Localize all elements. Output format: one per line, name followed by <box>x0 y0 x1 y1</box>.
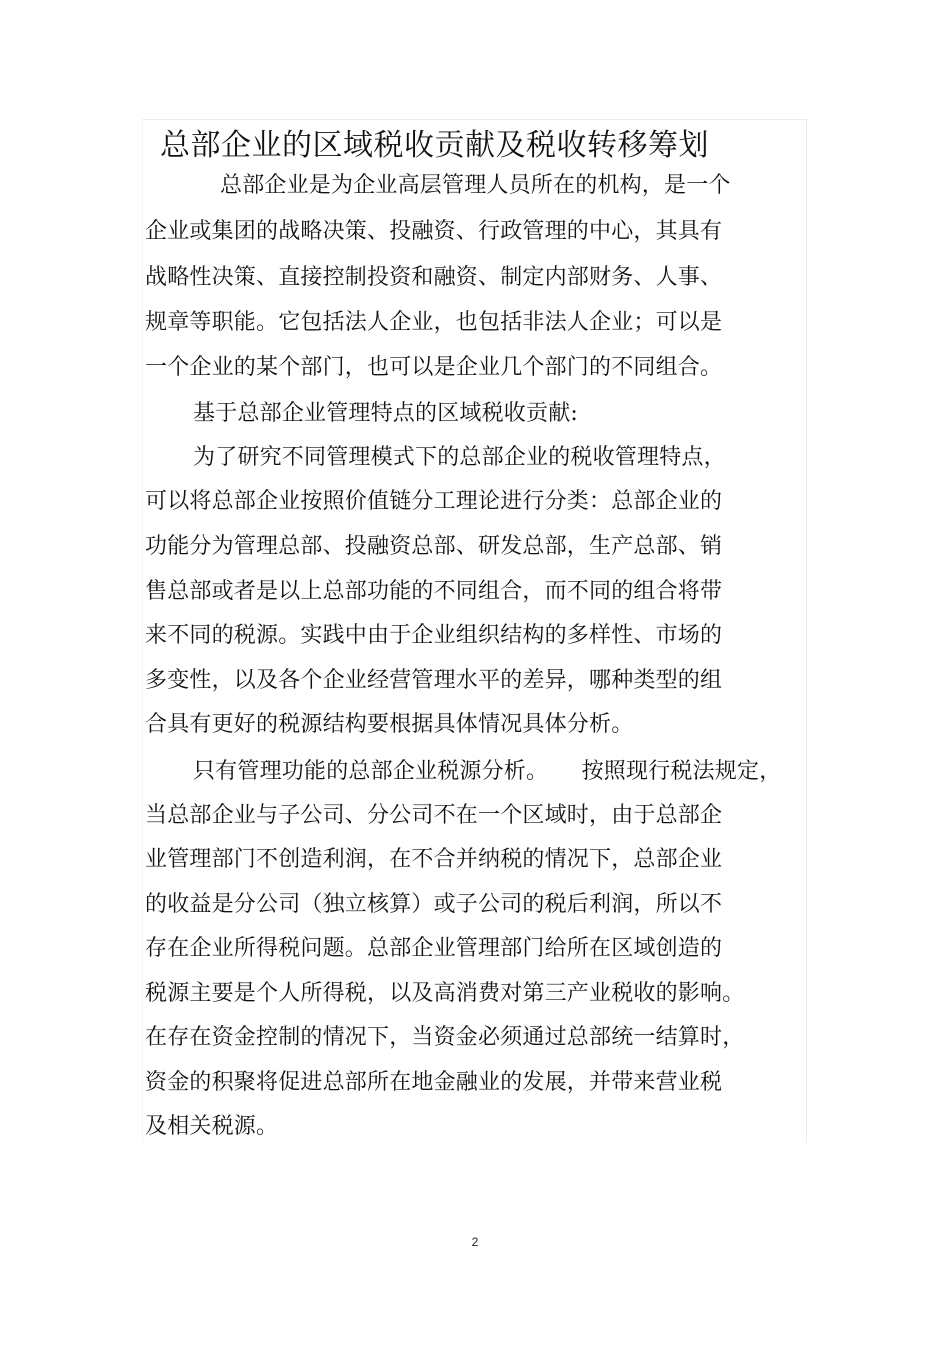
paragraph-line: 企业或集团的战略决策、投融资、行政管理的中心，其具有 <box>145 219 723 244</box>
paragraph-line: 的收益是分公司（独立核算）或子公司的税后利润，所以不 <box>145 892 723 917</box>
paragraph-line: 资金的积聚将促进总部所在地金融业的发展，并带来营业税 <box>145 1070 723 1095</box>
paragraph-line: 合具有更好的税源结构要根据具体情况具体分析。 <box>145 712 634 737</box>
paragraph-line: 当总部企业与子公司、分公司不在一个区域时，由于总部企 <box>145 803 723 828</box>
paragraph-line: 业管理部门不创造利润，在不合并纳税的情况下，总部企业 <box>145 847 723 872</box>
paragraph-line: 在存在资金控制的情况下，当资金必须通过总部统一结算时， <box>145 1025 745 1050</box>
frame-right-border <box>806 119 807 1143</box>
paragraph-line: 基于总部企业管理特点的区域税收贡献: <box>193 401 579 426</box>
paragraph-line: 为了研究不同管理模式下的总部企业的税收管理特点， <box>193 445 726 470</box>
paragraph-line: 及相关税源。 <box>145 1114 279 1139</box>
paragraph-line: 战略性决策、直接控制投资和融资、制定内部财务、人事、 <box>145 265 723 290</box>
paragraph-line: 总部企业是为企业高层管理人员所在的机构，是一个 <box>220 173 731 198</box>
page-number: 2 <box>471 1235 479 1249</box>
paragraph-line: 功能分为管理总部、投融资总部、研发总部，生产总部、销 <box>145 534 723 559</box>
frame-left-border <box>142 119 143 1143</box>
paragraph-line: 多变性，以及各个企业经营管理水平的差异，哪种类型的组 <box>145 668 723 693</box>
paragraph-line: 来不同的税源。实践中由于企业组织结构的多样性、市场的 <box>145 623 723 648</box>
paragraph-line: 税源主要是个人所得税，以及高消费对第三产业税收的影响。 <box>145 981 745 1006</box>
paragraph-line: 售总部或者是以上总部功能的不同组合，而不同的组合将带 <box>145 579 723 604</box>
paragraph-line: 存在企业所得税问题。总部企业管理部门给所在区域创造的 <box>145 936 723 961</box>
paragraph-line: 只有管理功能的总部企业税源分析。 按照现行税法规定， <box>193 759 782 784</box>
paragraph-line: 一个企业的某个部门，也可以是企业几个部门的不同组合。 <box>145 355 723 380</box>
paragraph-line: 可以将总部企业按照价值链分工理论进行分类：总部企业的 <box>145 489 723 514</box>
document-title: 总部企业的区域税收贡献及税收转移筹划 <box>160 128 709 163</box>
frame-top-border <box>142 119 807 120</box>
paragraph-line: 规章等职能。它包括法人企业，也包括非法人企业；可以是 <box>145 310 723 335</box>
